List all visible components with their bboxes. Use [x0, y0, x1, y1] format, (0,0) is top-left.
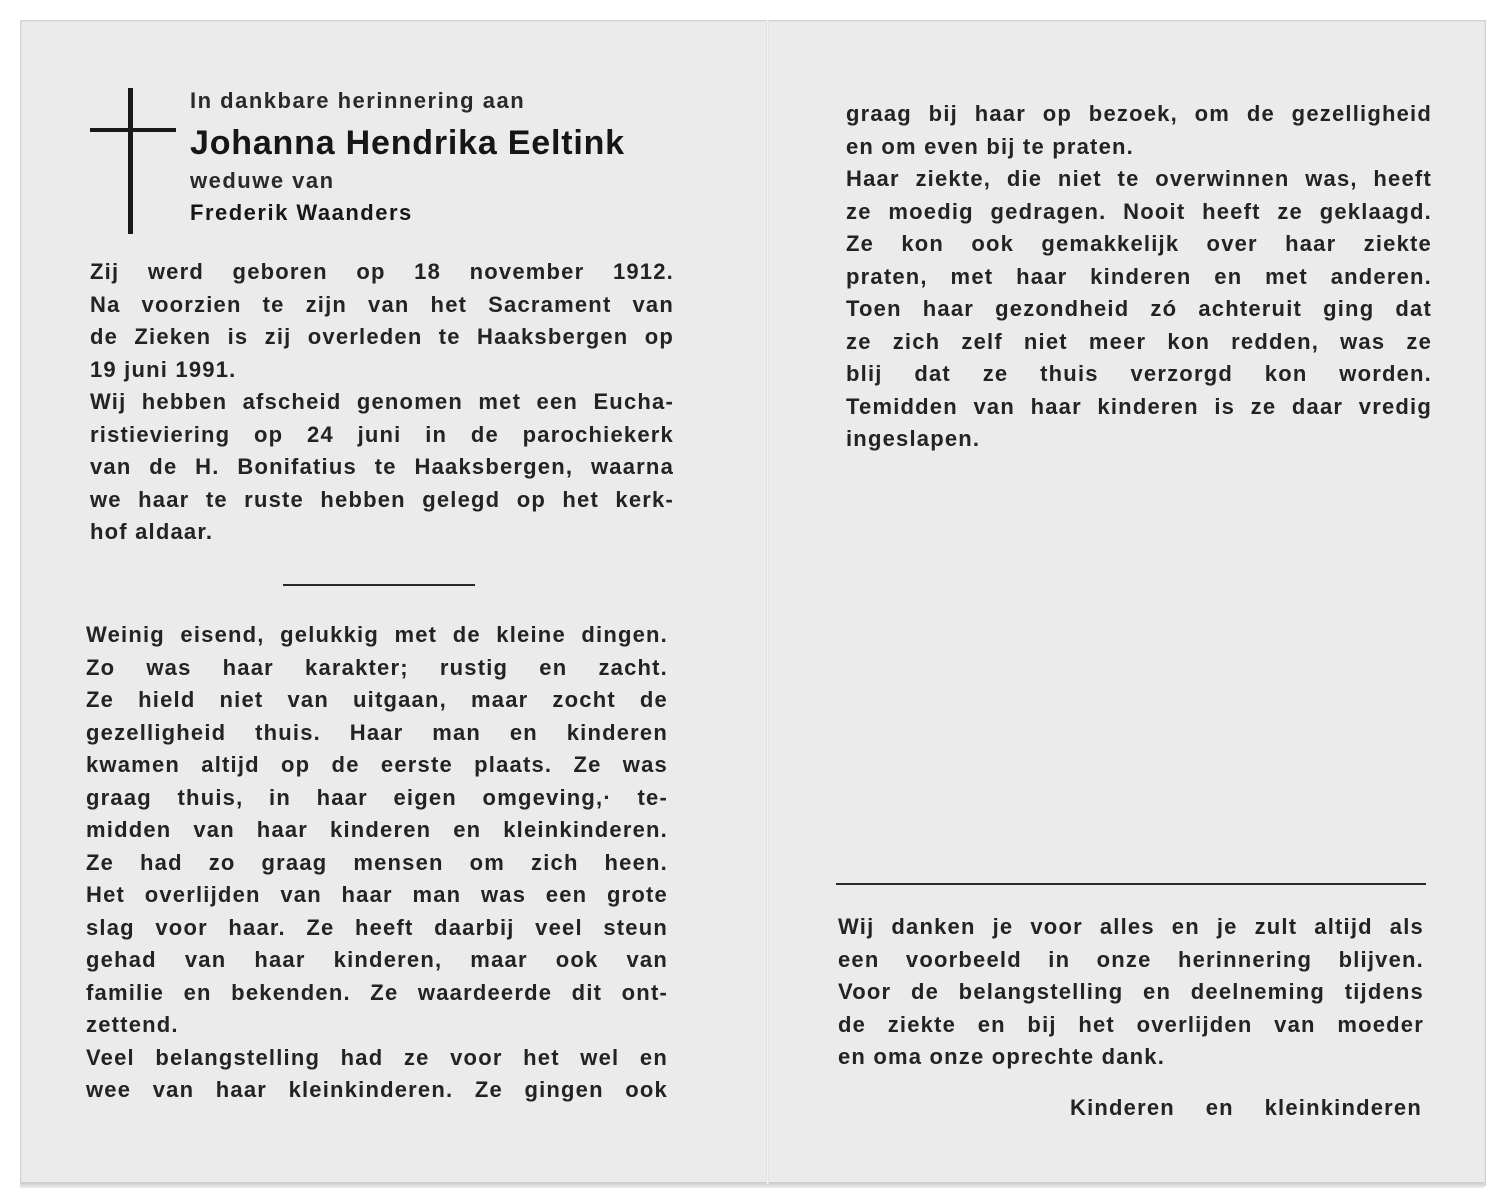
text-line: hof aldaar.	[90, 519, 214, 544]
text-line: ze zich zelf niet meer kon redden, was ze	[846, 328, 1432, 354]
signature-text: Kinderen en kleinkinderen	[1070, 1095, 1422, 1120]
text-line: en oma onze oprechte dank.	[838, 1044, 1166, 1069]
signature	[1070, 1092, 1422, 1125]
text-line: ze moedig gedragen. Nooit heeft ze geklaagd.	[846, 198, 1432, 224]
text-line: slag voor haar. Ze heeft daarbij veel steun	[86, 914, 668, 940]
intro-line: In dankbare herinnering aan	[190, 88, 526, 113]
text-line: graag bij haar op bezoek, om de gezelligheid	[846, 101, 1432, 126]
text-line: Temidden van haar kinderen is ze daar vredig	[846, 393, 1432, 419]
text-line: Zij werd geboren op 18 november 1912.	[90, 259, 674, 284]
card-fold	[766, 20, 769, 1184]
text-line: praten, met haar kinderen en met anderen.	[846, 263, 1432, 289]
text-line: kwamen altijd op de eerste plaats. Ze was	[86, 752, 668, 777]
text-line: zettend.	[86, 1012, 179, 1037]
text-line: blij dat ze thuis verzorgd kon worden.	[846, 361, 1432, 386]
text-line: Veel belangstelling had ze voor het wel en	[86, 1044, 668, 1070]
text-line: we haar te ruste hebben gelegd op het kerk-	[90, 486, 674, 512]
text-line: een voorbeeld in onze herinnering blijven.	[838, 946, 1424, 972]
text-line: Ze had zo graag mensen om zich heen.	[86, 849, 668, 875]
text-line: Ze hield niet van uitgaan, maar zocht de	[86, 687, 668, 712]
text-line: gehad van haar kinderen, maar ook van	[86, 947, 668, 972]
deceased-name: Johanna Hendrika Eeltink	[190, 124, 625, 162]
text-line: en om even bij te praten.	[846, 133, 1134, 159]
text-line: Toen haar gezondheid zó achteruit ging dat	[846, 296, 1432, 321]
character-paragraph	[86, 619, 668, 1107]
text-line: Weinig eisend, gelukkig met de kleine dingen.	[86, 622, 668, 647]
text-line: Wij danken je voor alles en je zult altijd als	[838, 914, 1424, 939]
text-line: Ze kon ook gemakkelijk over haar ziekte	[846, 231, 1432, 256]
text-line: Haar ziekte, die niet te overwinnen was, heeft	[846, 166, 1432, 191]
text-line: 19 juni 1991.	[90, 356, 237, 382]
card-edge-shadow	[20, 1182, 1484, 1188]
text-line: ristieviering op 24 juni in de parochiekerk	[90, 421, 674, 447]
text-line: Na voorzien te zijn van het Sacrament van	[90, 291, 674, 317]
text-line: graag thuis, in haar eigen omgeving,· te-	[86, 784, 668, 810]
text-line: van de H. Bonifatius te Haaksbergen, waarna	[90, 454, 674, 479]
birth-death-paragraph	[90, 256, 674, 549]
text-line: gezelligheid thuis. Haar man en kinderen	[86, 719, 668, 745]
text-line: ingeslapen.	[846, 426, 981, 451]
text-line: de ziekte en bij het overlijden van moeder	[838, 1011, 1424, 1037]
text-line: Het overlijden van haar man was een grote	[86, 882, 668, 907]
divider	[283, 584, 475, 586]
illness-paragraph	[846, 98, 1432, 456]
text-line: Wij hebben afscheid genomen met een Eucha-	[90, 389, 674, 414]
text-line: Voor de belangstelling en deelneming tijdens	[838, 979, 1424, 1004]
divider	[836, 883, 1426, 885]
cross-icon	[128, 88, 133, 234]
thanks-paragraph	[838, 911, 1424, 1074]
husband-name: Frederik Waanders	[190, 200, 413, 225]
text-line: wee van haar kleinkinderen. Ze gingen ook	[86, 1077, 668, 1102]
text-line: de Zieken is zij overleden te Haaksbergen op	[90, 324, 674, 349]
cross-icon-bar	[90, 128, 176, 132]
text-line: familie en bekenden. Ze waardeerde dit ont-	[86, 979, 668, 1005]
text-line: Zo was haar karakter; rustig en zacht.	[86, 654, 668, 680]
widow-of-label: weduwe van	[190, 168, 335, 193]
text-line: midden van haar kinderen en kleinkinderen.	[86, 817, 668, 842]
